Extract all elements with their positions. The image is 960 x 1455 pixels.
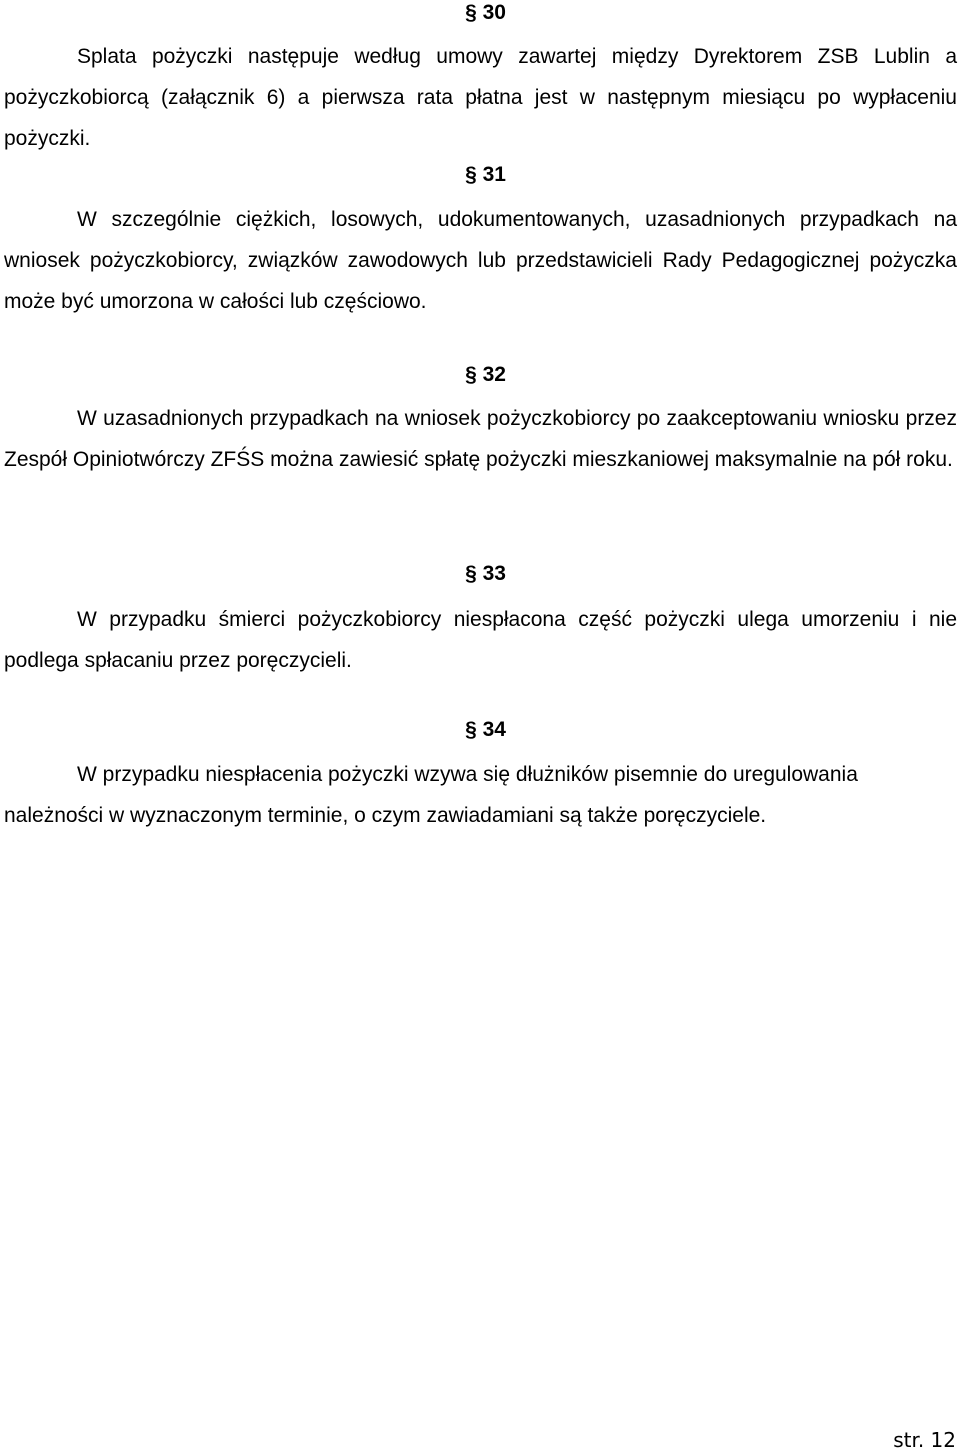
section-paragraph: W uzasadnionych przypadkach na wniosek pożyczkobiorcy po zaakceptowaniu wniosku przez Zespół Opiniotwórczy ZFŚS można zawiesić spłatę pożyczki mieszkaniowej maksymalnie na pół roku.	[4, 407, 957, 471]
section-heading: § 33	[465, 562, 506, 585]
section-paragraph: W przypadku niespłacenia pożyczki wzywa się dłużników pisemnie do uregulowania należności w wyznaczonym terminie, o czym zawiadamiani są także poręczyciele.	[4, 763, 858, 827]
section-heading: § 30	[465, 1, 506, 24]
section-heading: § 32	[465, 363, 506, 386]
section-30	[0, 0, 957, 159]
section-33	[0, 561, 957, 681]
section-heading: § 34	[465, 718, 506, 741]
section-paragraph: Splata pożyczki następuje według umowy zawartej między Dyrektorem ZSB Lublin a pożyczkobiorcą (załącznik 6) a pierwsza rata płatna jest w następnym miesiącu po wypłaceniu pożyczki.	[4, 45, 957, 150]
section-heading: § 31	[465, 163, 506, 186]
section-32	[0, 362, 957, 480]
section-paragraph: W przypadku śmierci pożyczkobiorcy niespłacona część pożyczki ulega umorzeniu i nie podlega spłacaniu przez poręczycieli.	[4, 608, 957, 672]
section-34	[0, 717, 957, 836]
page-number: str. 12	[893, 1428, 956, 1452]
section-31	[0, 162, 957, 322]
section-paragraph: W szczególnie ciężkich, losowych, udokumentowanych, uzasadnionych przypadkach na wniosek pożyczkobiorcy, związków zawodowych lub przedstawicieli Rady Pedagogicznej pożyczka może być umorzona w całości lub częściowo.	[4, 208, 957, 313]
